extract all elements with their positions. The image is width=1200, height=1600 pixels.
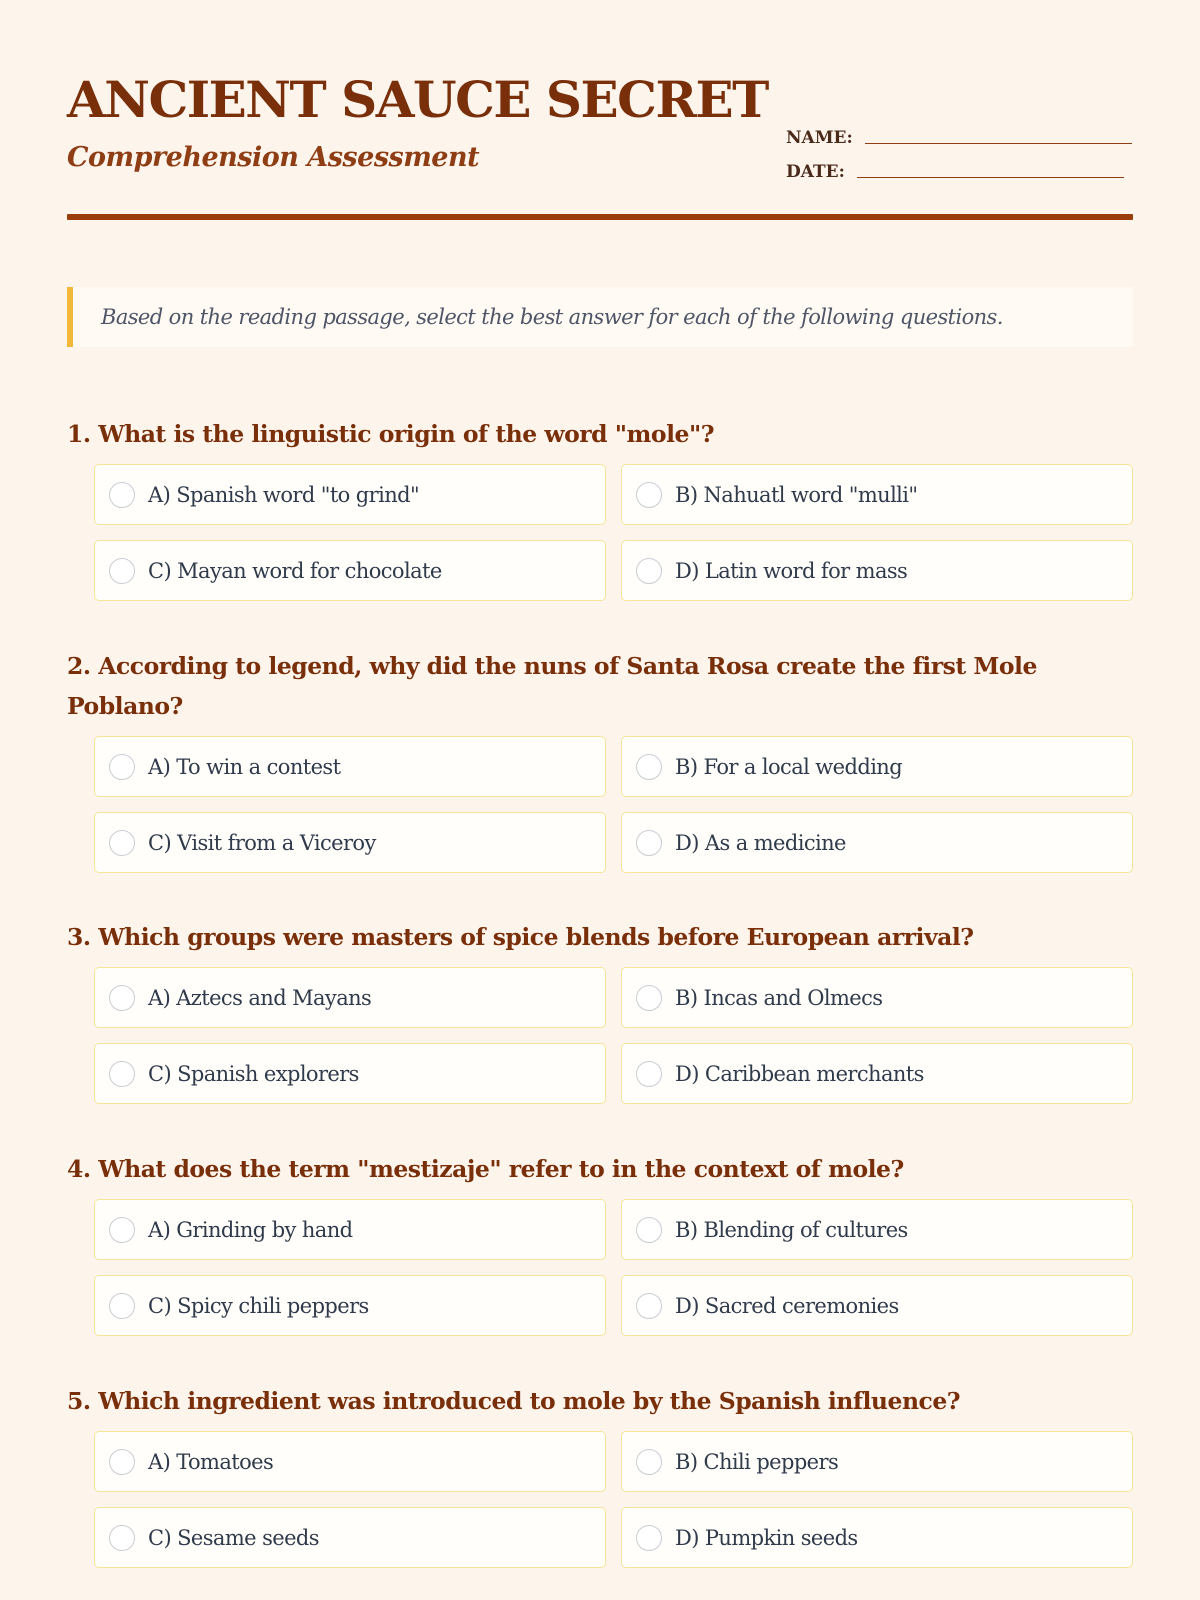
option-label: C) Spicy chili peppers bbox=[148, 1293, 369, 1318]
option-label: B) Nahuatl word "mulli" bbox=[675, 482, 918, 507]
date-field[interactable] bbox=[786, 162, 1124, 182]
page-subtitle: Comprehension Assessment bbox=[67, 142, 480, 173]
option-b[interactable] bbox=[621, 1431, 1133, 1492]
question-5 bbox=[67, 1381, 1133, 1568]
radio-icon[interactable] bbox=[109, 1061, 135, 1087]
option-b[interactable] bbox=[621, 464, 1133, 525]
option-label: C) Sesame seeds bbox=[148, 1525, 319, 1550]
answer-options bbox=[94, 1431, 1133, 1568]
radio-icon[interactable] bbox=[636, 1061, 662, 1087]
option-label: B) Blending of cultures bbox=[675, 1217, 908, 1242]
option-c[interactable] bbox=[94, 1043, 606, 1104]
name-label: NAME: bbox=[786, 128, 853, 148]
option-label: A) Aztecs and Mayans bbox=[148, 985, 372, 1010]
option-label: C) Mayan word for chocolate bbox=[148, 558, 442, 583]
question-text: 5. Which ingredient was introduced to mole by the Spanish influence? bbox=[67, 1387, 961, 1415]
radio-icon[interactable] bbox=[109, 985, 135, 1011]
radio-icon[interactable] bbox=[636, 754, 662, 780]
radio-icon[interactable] bbox=[636, 985, 662, 1011]
radio-icon[interactable] bbox=[109, 558, 135, 584]
question-1 bbox=[67, 414, 1133, 601]
option-label: D) Pumpkin seeds bbox=[675, 1525, 858, 1550]
radio-icon[interactable] bbox=[636, 1293, 662, 1319]
option-label: D) As a medicine bbox=[675, 830, 846, 855]
option-d[interactable] bbox=[621, 540, 1133, 601]
option-c[interactable] bbox=[94, 1275, 606, 1336]
option-d[interactable] bbox=[621, 812, 1133, 873]
question-3 bbox=[67, 917, 1133, 1104]
option-c[interactable] bbox=[94, 1507, 606, 1568]
radio-icon[interactable] bbox=[636, 558, 662, 584]
option-label: A) Grinding by hand bbox=[148, 1217, 353, 1242]
worksheet-header bbox=[67, 0, 1133, 222]
option-label: C) Visit from a Viceroy bbox=[148, 830, 376, 855]
option-label: B) Incas and Olmecs bbox=[675, 985, 883, 1010]
question-4 bbox=[67, 1149, 1133, 1336]
radio-icon[interactable] bbox=[109, 1293, 135, 1319]
option-label: A) Spanish word "to grind" bbox=[148, 482, 420, 507]
answer-options bbox=[94, 1199, 1133, 1336]
question-text: 2. According to legend, why did the nuns of Santa Rosa create the first Mole Poblano? bbox=[67, 652, 1037, 720]
worksheet bbox=[67, 0, 1133, 1600]
option-label: D) Latin word for mass bbox=[675, 558, 908, 583]
question-text: 4. What does the term "mestizaje" refer to in the context of mole? bbox=[67, 1155, 904, 1183]
name-field[interactable] bbox=[786, 128, 1132, 148]
option-label: D) Caribbean merchants bbox=[675, 1061, 924, 1086]
option-label: B) Chili peppers bbox=[675, 1449, 839, 1474]
radio-icon[interactable] bbox=[636, 1525, 662, 1551]
radio-icon[interactable] bbox=[109, 1217, 135, 1243]
date-label: DATE: bbox=[786, 162, 845, 182]
answer-options bbox=[94, 967, 1133, 1104]
option-label: B) For a local wedding bbox=[675, 754, 903, 779]
radio-icon[interactable] bbox=[109, 1525, 135, 1551]
option-a[interactable] bbox=[94, 967, 606, 1028]
answer-options bbox=[94, 464, 1133, 601]
date-line[interactable] bbox=[857, 176, 1124, 178]
option-label: C) Spanish explorers bbox=[148, 1061, 359, 1086]
option-label: A) To win a contest bbox=[148, 754, 341, 779]
question-2 bbox=[67, 646, 1133, 873]
header-divider bbox=[67, 214, 1133, 220]
instructions-box bbox=[67, 287, 1133, 347]
option-d[interactable] bbox=[621, 1043, 1133, 1104]
radio-icon[interactable] bbox=[109, 830, 135, 856]
option-label: A) Tomatoes bbox=[148, 1449, 274, 1474]
radio-icon[interactable] bbox=[636, 830, 662, 856]
name-line[interactable] bbox=[865, 142, 1132, 144]
option-b[interactable] bbox=[621, 736, 1133, 797]
instructions-text: Based on the reading passage, select the best answer for each of the following questions. bbox=[101, 305, 1003, 329]
page-title: ANCIENT SAUCE SECRET bbox=[67, 70, 768, 129]
option-d[interactable] bbox=[621, 1275, 1133, 1336]
option-d[interactable] bbox=[621, 1507, 1133, 1568]
option-b[interactable] bbox=[621, 1199, 1133, 1260]
radio-icon[interactable] bbox=[109, 1449, 135, 1475]
option-c[interactable] bbox=[94, 540, 606, 601]
option-c[interactable] bbox=[94, 812, 606, 873]
answer-options bbox=[94, 736, 1133, 873]
radio-icon[interactable] bbox=[109, 482, 135, 508]
option-a[interactable] bbox=[94, 464, 606, 525]
option-b[interactable] bbox=[621, 967, 1133, 1028]
option-a[interactable] bbox=[94, 736, 606, 797]
radio-icon[interactable] bbox=[636, 1449, 662, 1475]
question-text: 3. Which groups were masters of spice blends before European arrival? bbox=[67, 923, 974, 951]
option-a[interactable] bbox=[94, 1431, 606, 1492]
radio-icon[interactable] bbox=[109, 754, 135, 780]
option-a[interactable] bbox=[94, 1199, 606, 1260]
question-text: 1. What is the linguistic origin of the word "mole"? bbox=[67, 420, 714, 448]
radio-icon[interactable] bbox=[636, 482, 662, 508]
option-label: D) Sacred ceremonies bbox=[675, 1293, 899, 1318]
radio-icon[interactable] bbox=[636, 1217, 662, 1243]
